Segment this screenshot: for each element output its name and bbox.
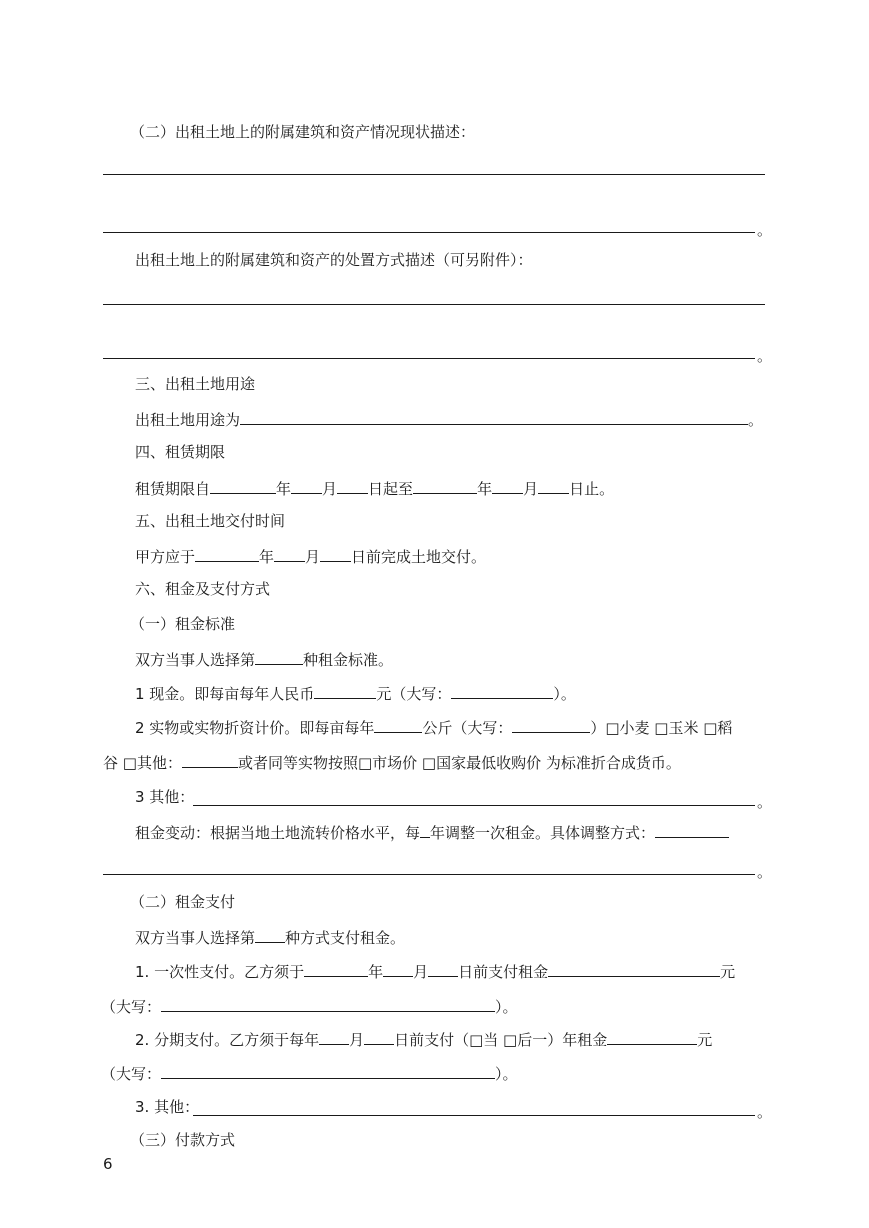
day-blank[interactable] [337, 478, 368, 494]
subheading-rent-payment: （二）租金支付 [130, 893, 236, 911]
text: 双方当事人选择第 [135, 651, 256, 669]
text: 甲方应于 [135, 548, 196, 566]
amount-uppercase-blank[interactable] [161, 996, 495, 1012]
day-blank[interactable] [428, 961, 458, 977]
year-blank[interactable] [304, 961, 368, 977]
amount-uppercase-blank[interactable] [451, 683, 553, 699]
period: 。 [748, 411, 764, 429]
day-blank[interactable] [538, 478, 569, 494]
installment-line [135, 1029, 712, 1050]
blank-line[interactable] [103, 304, 765, 305]
text: ）。 [553, 685, 576, 703]
month-blank[interactable] [319, 1029, 349, 1045]
text: 日前完成土地交付。 [351, 548, 487, 566]
text: 双方当事人选择第 [135, 929, 256, 947]
heading-rent-payment: 六、租金及支付方式 [135, 580, 271, 598]
year-blank[interactable] [195, 546, 259, 562]
text: 元 [697, 1031, 713, 1049]
year-checkboxes[interactable]: 日前支付（□当 □后一）年租金 [394, 1031, 608, 1049]
price-basis-checkboxes[interactable]: 或者同等实物按照□市场价 □国家最低收购价 为标准折合成货币。 [237, 754, 681, 772]
delivery-line [135, 546, 486, 567]
month-blank[interactable] [492, 478, 523, 494]
heading-land-usage: 三、出租土地用途 [135, 375, 256, 393]
amount-uppercase-blank[interactable] [161, 1063, 495, 1079]
amount-blank[interactable] [314, 683, 376, 699]
text: 年 [368, 963, 384, 981]
text: 年 [477, 480, 493, 498]
option-other-label: 3 其他： [135, 788, 195, 806]
text: （大写： [101, 998, 162, 1016]
crop-checkboxes[interactable]: ）□小麦 □玉米 □稻 [590, 719, 733, 737]
period: 。 [757, 863, 773, 881]
day-blank[interactable] [364, 1029, 394, 1045]
choose-payment-line [135, 927, 405, 948]
subheading-rent-standard: （一）租金标准 [130, 615, 236, 633]
blank-line[interactable] [103, 174, 765, 175]
payment-other-label: 3. 其他： [135, 1098, 200, 1116]
text: 公斤（大写： [422, 719, 513, 737]
usage-line [135, 409, 763, 430]
text: 年 [259, 548, 275, 566]
text: 日止。 [569, 480, 615, 498]
blank-line[interactable] [103, 358, 755, 359]
subheading-payment-method: （三）付款方式 [130, 1131, 236, 1149]
text: （大写： [101, 1065, 162, 1083]
adjust-years-blank[interactable] [420, 822, 430, 838]
kg-uppercase-blank[interactable] [512, 717, 590, 733]
text: 年 [276, 480, 292, 498]
text: 日起至 [368, 480, 414, 498]
month-blank[interactable] [291, 478, 322, 494]
rent-change-line [135, 822, 729, 843]
text: 月 [523, 480, 539, 498]
text: 元 [720, 963, 736, 981]
text: 租金变动：根据当地土地流转价格水平，每 [135, 824, 421, 842]
other-checkbox[interactable]: 谷 □其他： [103, 754, 182, 772]
period: 。 [757, 793, 773, 811]
text: 年调整一次租金。具体调整方式： [430, 824, 656, 842]
payment-method-blank[interactable] [255, 927, 285, 943]
lease-term-line [135, 478, 614, 499]
text: 种方式支付租金。 [285, 929, 406, 947]
text: ）。 [495, 1065, 518, 1083]
other-crop-blank[interactable] [182, 752, 238, 768]
text: 月 [413, 963, 429, 981]
kg-blank[interactable] [374, 717, 422, 733]
period: 。 [757, 221, 773, 239]
text: 1 现金。即每亩每年人民币 [135, 685, 315, 703]
page-number: 6 [103, 1155, 113, 1173]
year-blank[interactable] [413, 478, 477, 494]
adjust-method-blank[interactable] [655, 822, 729, 838]
text: 种租金标准。 [303, 651, 394, 669]
choose-standard-line [135, 649, 393, 670]
month-blank[interactable] [274, 546, 305, 562]
option-cash-line [135, 683, 576, 704]
text: ）。 [495, 998, 518, 1016]
lump-sum-line [135, 961, 735, 982]
text: 日前支付租金 [458, 963, 549, 981]
installment-uppercase-line [101, 1063, 518, 1084]
text: 元（大写： [376, 685, 452, 703]
text: 2 实物或实物折资计价。即每亩每年 [135, 719, 375, 737]
heading-delivery-time: 五、出租土地交付时间 [135, 512, 286, 530]
standard-number-blank[interactable] [255, 649, 303, 665]
blank-line[interactable] [193, 1115, 755, 1116]
blank-line[interactable] [193, 805, 755, 806]
year-blank[interactable] [210, 478, 276, 494]
text: 租赁期限自 [135, 480, 211, 498]
option-in-kind-line [135, 717, 732, 738]
disposal-label: 出租土地上的附属建筑和资产的处置方式描述（可另附件）： [135, 251, 533, 269]
blank-line[interactable] [103, 874, 755, 875]
blank-line[interactable] [103, 232, 755, 233]
lump-sum-uppercase-line [101, 996, 518, 1017]
rent-amount-blank[interactable] [548, 961, 720, 977]
rent-amount-blank[interactable] [607, 1029, 697, 1045]
text: 2. 分期支付。乙方须于每年 [135, 1031, 320, 1049]
period: 。 [757, 1103, 773, 1121]
text: 月 [305, 548, 321, 566]
text: 月 [322, 480, 338, 498]
period: 。 [757, 347, 773, 365]
text: 1. 一次性支付。乙方须于 [135, 963, 305, 981]
day-blank[interactable] [320, 546, 351, 562]
option-in-kind-line-2 [103, 752, 681, 773]
heading-lease-term: 四、租赁期限 [135, 443, 226, 461]
usage-blank[interactable] [240, 409, 748, 425]
month-blank[interactable] [383, 961, 413, 977]
text: 月 [349, 1031, 365, 1049]
usage-label: 出租土地用途为 [135, 411, 241, 429]
heading-attached-buildings: （二）出租土地上的附属建筑和资产情况现状描述： [130, 123, 476, 141]
